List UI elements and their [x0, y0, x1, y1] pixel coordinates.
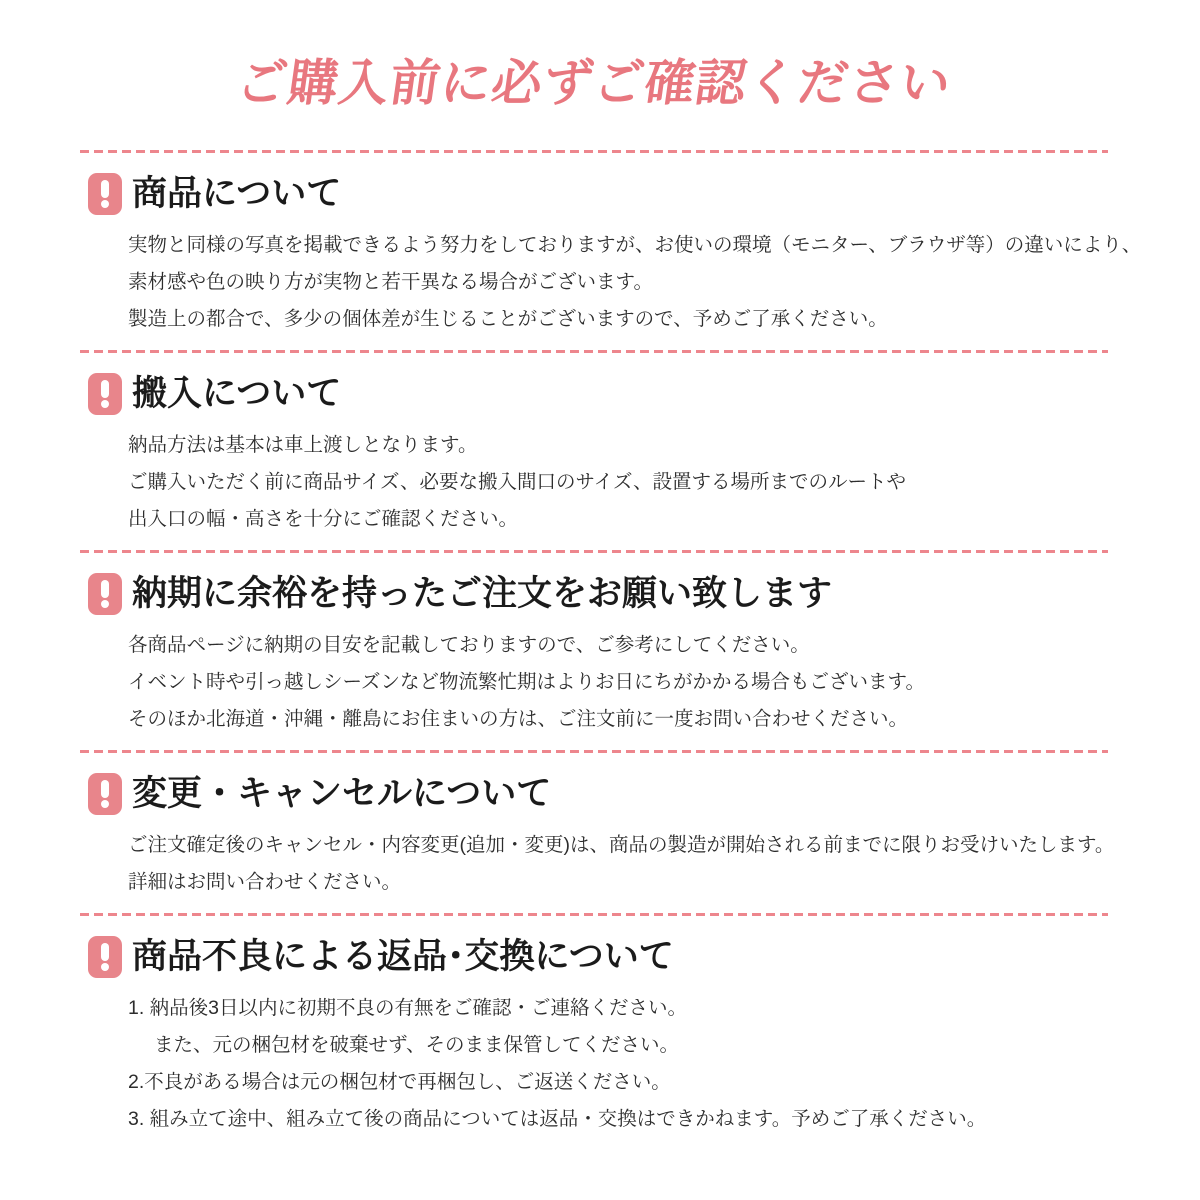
body-line: 素材感や色の映り方が実物と若干異なる場合がございます。: [128, 271, 653, 293]
section-heading: 商品不良による返品･交換について: [132, 937, 674, 976]
section-header: [88, 373, 1108, 415]
exclamation-icon: [88, 173, 122, 215]
notice-section: [80, 173, 1142, 338]
section-heading: 納期に余裕を持ったご注文をお願い致します: [132, 574, 833, 613]
notice-section: [80, 573, 1108, 738]
body-line: 3. 組み立て途中、組み立て後の商品については返品・交換はできかねます。予めご了承ください。: [128, 1108, 987, 1130]
notice-section: [80, 373, 1108, 538]
section-header: [88, 173, 1108, 215]
notice-section: [80, 773, 1115, 901]
section-body: [128, 427, 1108, 538]
body-line: 詳細はお問い合わせください。: [128, 871, 402, 893]
exclamation-icon: [88, 936, 122, 978]
body-line: イベント時や引っ越しシーズンなど物流繁忙期はよりお日にちがかかる場合もございます。: [128, 671, 925, 693]
sections-container: [80, 150, 1142, 1138]
section-body: [128, 227, 1142, 338]
dashed-divider: [80, 350, 1108, 353]
body-line: 1. 納品後3日以内に初期不良の有無をご確認・ご連絡ください。: [128, 997, 688, 1019]
section-heading: 変更・キャンセルについて: [132, 774, 552, 813]
body-line: 実物と同様の写真を掲載できるよう努力をしておりますが、お使いの環境（モニター、ブラウザ等）の違いにより、: [128, 234, 1142, 256]
body-line: 出入口の幅・高さを十分にご確認ください。: [128, 508, 519, 530]
exclamation-icon: [88, 573, 122, 615]
page-title: ご購入前に必ずご確認ください: [233, 55, 955, 111]
body-line: ご購入いただく前に商品サイズ、必要な搬入間口のサイズ、設置する場所までのルートや: [128, 471, 907, 493]
section-header: [88, 773, 1108, 815]
dashed-divider: [80, 150, 1108, 153]
body-line: そのほか北海道・沖縄・離島にお住まいの方は、ご注文前に一度お問い合わせください。: [128, 708, 909, 730]
dashed-divider: [80, 913, 1108, 916]
section-heading: 搬入について: [132, 374, 342, 413]
body-line: 2.不良がある場合は元の梱包材で再梱包し、ご返送ください。: [128, 1071, 671, 1093]
body-line: ご注文確定後のキャンセル・内容変更(追加・変更)は、商品の製造が開始される前までに限りお受けいたします。: [128, 834, 1115, 856]
body-line: 納品方法は基本は車上渡しとなります。: [128, 434, 478, 456]
dashed-divider: [80, 750, 1108, 753]
section-body: [128, 627, 1108, 738]
section-body: [128, 990, 1108, 1138]
section-body: [128, 827, 1115, 901]
body-line: 製造上の都合で、多少の個体差が生じることがございますので、予めご了承ください。: [128, 308, 888, 330]
section-heading: 商品について: [132, 174, 342, 213]
section-header: [88, 573, 1108, 615]
exclamation-icon: [88, 773, 122, 815]
section-header: [88, 936, 1108, 978]
body-line: 各商品ページに納期の目安を記載しておりますので、ご参考にしてください。: [128, 634, 810, 656]
dashed-divider: [80, 550, 1108, 553]
exclamation-icon: [88, 373, 122, 415]
body-line: また、元の梱包材を破棄せず、そのまま保管してください。: [154, 1034, 679, 1056]
notice-section: [80, 936, 1108, 1138]
